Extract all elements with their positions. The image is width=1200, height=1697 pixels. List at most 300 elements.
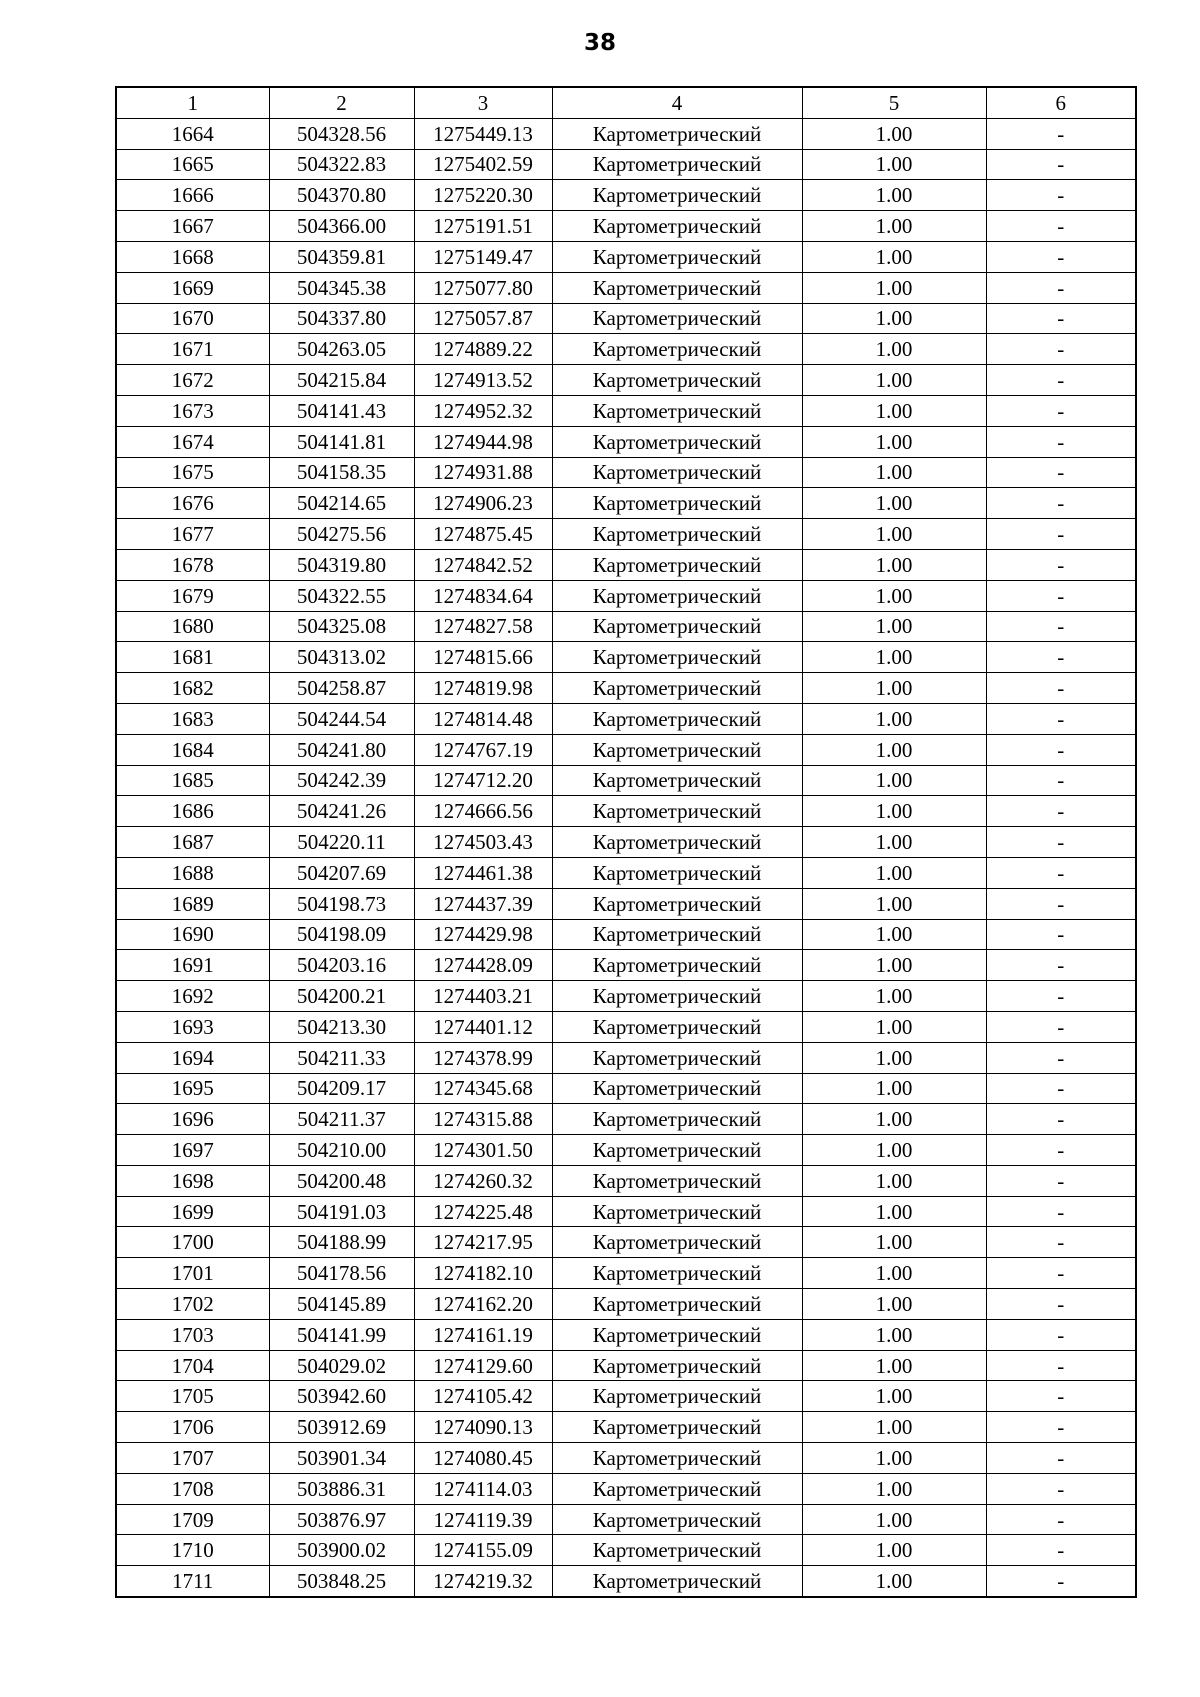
x-coordinate-cell: 504198.73 bbox=[269, 888, 414, 919]
x-coordinate-cell: 504322.83 bbox=[269, 149, 414, 180]
method-cell: Картометрический bbox=[552, 1350, 802, 1381]
table-row bbox=[116, 1227, 1136, 1258]
method-cell: Картометрический bbox=[552, 888, 802, 919]
method-cell: Картометрический bbox=[552, 765, 802, 796]
x-coordinate-cell: 504337.80 bbox=[269, 303, 414, 334]
accuracy-cell: 1.00 bbox=[802, 118, 986, 149]
y-coordinate-cell: 1275449.13 bbox=[414, 118, 552, 149]
x-coordinate-cell: 504214.65 bbox=[269, 488, 414, 519]
x-coordinate-cell: 504141.43 bbox=[269, 395, 414, 426]
note-cell: - bbox=[986, 1566, 1136, 1597]
x-coordinate-cell: 504210.00 bbox=[269, 1135, 414, 1166]
x-coordinate-cell: 504263.05 bbox=[269, 334, 414, 365]
accuracy-cell: 1.00 bbox=[802, 1135, 986, 1166]
table-row bbox=[116, 180, 1136, 211]
note-cell: - bbox=[986, 642, 1136, 673]
table-row bbox=[116, 1196, 1136, 1227]
point-number-cell: 1669 bbox=[116, 272, 269, 303]
accuracy-cell: 1.00 bbox=[802, 1258, 986, 1289]
table-row bbox=[116, 827, 1136, 858]
point-number-cell: 1666 bbox=[116, 180, 269, 211]
note-cell: - bbox=[986, 1412, 1136, 1443]
note-cell: - bbox=[986, 149, 1136, 180]
table-row bbox=[116, 673, 1136, 704]
header-row bbox=[116, 87, 1136, 118]
x-coordinate-cell: 504215.84 bbox=[269, 365, 414, 396]
point-number-cell: 1679 bbox=[116, 580, 269, 611]
x-coordinate-cell: 504211.37 bbox=[269, 1104, 414, 1135]
point-number-cell: 1680 bbox=[116, 611, 269, 642]
y-coordinate-cell: 1274219.32 bbox=[414, 1566, 552, 1597]
y-coordinate-cell: 1274403.21 bbox=[414, 981, 552, 1012]
point-number-cell: 1687 bbox=[116, 827, 269, 858]
y-coordinate-cell: 1274842.52 bbox=[414, 549, 552, 580]
y-coordinate-cell: 1274225.48 bbox=[414, 1196, 552, 1227]
accuracy-cell: 1.00 bbox=[802, 857, 986, 888]
y-coordinate-cell: 1275057.87 bbox=[414, 303, 552, 334]
accuracy-cell: 1.00 bbox=[802, 1104, 986, 1135]
x-coordinate-cell: 504241.26 bbox=[269, 796, 414, 827]
x-coordinate-cell: 504213.30 bbox=[269, 1011, 414, 1042]
accuracy-cell: 1.00 bbox=[802, 457, 986, 488]
method-cell: Картометрический bbox=[552, 1535, 802, 1566]
point-number-cell: 1671 bbox=[116, 334, 269, 365]
note-cell: - bbox=[986, 1381, 1136, 1412]
table-row bbox=[116, 488, 1136, 519]
y-coordinate-cell: 1274260.32 bbox=[414, 1165, 552, 1196]
accuracy-cell: 1.00 bbox=[802, 1289, 986, 1320]
accuracy-cell: 1.00 bbox=[802, 827, 986, 858]
x-coordinate-cell: 504325.08 bbox=[269, 611, 414, 642]
accuracy-cell: 1.00 bbox=[802, 1412, 986, 1443]
y-coordinate-cell: 1274819.98 bbox=[414, 673, 552, 704]
point-number-cell: 1665 bbox=[116, 149, 269, 180]
header-cell: 6 bbox=[986, 87, 1136, 118]
note-cell: - bbox=[986, 334, 1136, 365]
accuracy-cell: 1.00 bbox=[802, 734, 986, 765]
header-cell: 5 bbox=[802, 87, 986, 118]
accuracy-cell: 1.00 bbox=[802, 950, 986, 981]
point-number-cell: 1692 bbox=[116, 981, 269, 1012]
note-cell: - bbox=[986, 549, 1136, 580]
x-coordinate-cell: 504313.02 bbox=[269, 642, 414, 673]
method-cell: Картометрический bbox=[552, 549, 802, 580]
accuracy-cell: 1.00 bbox=[802, 272, 986, 303]
accuracy-cell: 1.00 bbox=[802, 1319, 986, 1350]
y-coordinate-cell: 1274875.45 bbox=[414, 519, 552, 550]
note-cell: - bbox=[986, 888, 1136, 919]
table-row bbox=[116, 1104, 1136, 1135]
point-number-cell: 1677 bbox=[116, 519, 269, 550]
method-cell: Картометрический bbox=[552, 1042, 802, 1073]
accuracy-cell: 1.00 bbox=[802, 303, 986, 334]
table-row bbox=[116, 796, 1136, 827]
method-cell: Картометрический bbox=[552, 1011, 802, 1042]
x-coordinate-cell: 504211.33 bbox=[269, 1042, 414, 1073]
x-coordinate-cell: 504141.99 bbox=[269, 1319, 414, 1350]
x-coordinate-cell: 504370.80 bbox=[269, 180, 414, 211]
table-row bbox=[116, 549, 1136, 580]
note-cell: - bbox=[986, 734, 1136, 765]
table-row bbox=[116, 734, 1136, 765]
method-cell: Картометрический bbox=[552, 519, 802, 550]
x-coordinate-cell: 504029.02 bbox=[269, 1350, 414, 1381]
method-cell: Картометрический bbox=[552, 1227, 802, 1258]
table-row bbox=[116, 241, 1136, 272]
table-row bbox=[116, 611, 1136, 642]
y-coordinate-cell: 1274301.50 bbox=[414, 1135, 552, 1166]
accuracy-cell: 1.00 bbox=[802, 519, 986, 550]
x-coordinate-cell: 504207.69 bbox=[269, 857, 414, 888]
y-coordinate-cell: 1274913.52 bbox=[414, 365, 552, 396]
y-coordinate-cell: 1274814.48 bbox=[414, 703, 552, 734]
note-cell: - bbox=[986, 1319, 1136, 1350]
x-coordinate-cell: 504244.54 bbox=[269, 703, 414, 734]
point-number-cell: 1686 bbox=[116, 796, 269, 827]
x-coordinate-cell: 504241.80 bbox=[269, 734, 414, 765]
note-cell: - bbox=[986, 1289, 1136, 1320]
table-row bbox=[116, 1011, 1136, 1042]
coordinates-table bbox=[115, 86, 1137, 1598]
y-coordinate-cell: 1274378.99 bbox=[414, 1042, 552, 1073]
table-row bbox=[116, 1073, 1136, 1104]
point-number-cell: 1673 bbox=[116, 395, 269, 426]
accuracy-cell: 1.00 bbox=[802, 334, 986, 365]
x-coordinate-cell: 504328.56 bbox=[269, 118, 414, 149]
point-number-cell: 1707 bbox=[116, 1443, 269, 1474]
note-cell: - bbox=[986, 1443, 1136, 1474]
table-row bbox=[116, 950, 1136, 981]
table-row bbox=[116, 1042, 1136, 1073]
point-number-cell: 1690 bbox=[116, 919, 269, 950]
x-coordinate-cell: 504242.39 bbox=[269, 765, 414, 796]
accuracy-cell: 1.00 bbox=[802, 241, 986, 272]
method-cell: Картометрический bbox=[552, 149, 802, 180]
table-row bbox=[116, 334, 1136, 365]
method-cell: Картометрический bbox=[552, 180, 802, 211]
y-coordinate-cell: 1274182.10 bbox=[414, 1258, 552, 1289]
note-cell: - bbox=[986, 1073, 1136, 1104]
x-coordinate-cell: 504178.56 bbox=[269, 1258, 414, 1289]
table-row bbox=[116, 642, 1136, 673]
point-number-cell: 1704 bbox=[116, 1350, 269, 1381]
accuracy-cell: 1.00 bbox=[802, 796, 986, 827]
table-row bbox=[116, 1473, 1136, 1504]
method-cell: Картометрический bbox=[552, 857, 802, 888]
method-cell: Картометрический bbox=[552, 827, 802, 858]
point-number-cell: 1684 bbox=[116, 734, 269, 765]
y-coordinate-cell: 1274503.43 bbox=[414, 827, 552, 858]
note-cell: - bbox=[986, 827, 1136, 858]
method-cell: Картометрический bbox=[552, 272, 802, 303]
table-row bbox=[116, 303, 1136, 334]
y-coordinate-cell: 1274162.20 bbox=[414, 1289, 552, 1320]
accuracy-cell: 1.00 bbox=[802, 1042, 986, 1073]
table-row bbox=[116, 1289, 1136, 1320]
x-coordinate-cell: 504141.81 bbox=[269, 426, 414, 457]
table-row bbox=[116, 395, 1136, 426]
method-cell: Картометрический bbox=[552, 1104, 802, 1135]
method-cell: Картометрический bbox=[552, 1381, 802, 1412]
x-coordinate-cell: 503876.97 bbox=[269, 1504, 414, 1535]
y-coordinate-cell: 1275077.80 bbox=[414, 272, 552, 303]
x-coordinate-cell: 504145.89 bbox=[269, 1289, 414, 1320]
accuracy-cell: 1.00 bbox=[802, 919, 986, 950]
header-cell: 1 bbox=[116, 87, 269, 118]
point-number-cell: 1688 bbox=[116, 857, 269, 888]
accuracy-cell: 1.00 bbox=[802, 580, 986, 611]
note-cell: - bbox=[986, 395, 1136, 426]
point-number-cell: 1685 bbox=[116, 765, 269, 796]
y-coordinate-cell: 1274944.98 bbox=[414, 426, 552, 457]
method-cell: Картометрический bbox=[552, 426, 802, 457]
method-cell: Картометрический bbox=[552, 241, 802, 272]
table-row bbox=[116, 981, 1136, 1012]
note-cell: - bbox=[986, 1011, 1136, 1042]
point-number-cell: 1697 bbox=[116, 1135, 269, 1166]
point-number-cell: 1700 bbox=[116, 1227, 269, 1258]
note-cell: - bbox=[986, 611, 1136, 642]
note-cell: - bbox=[986, 365, 1136, 396]
x-coordinate-cell: 504203.16 bbox=[269, 950, 414, 981]
table-row bbox=[116, 888, 1136, 919]
table-row bbox=[116, 519, 1136, 550]
note-cell: - bbox=[986, 919, 1136, 950]
note-cell: - bbox=[986, 303, 1136, 334]
x-coordinate-cell: 503848.25 bbox=[269, 1566, 414, 1597]
method-cell: Картометрический bbox=[552, 611, 802, 642]
note-cell: - bbox=[986, 211, 1136, 242]
note-cell: - bbox=[986, 1135, 1136, 1166]
table-row bbox=[116, 211, 1136, 242]
note-cell: - bbox=[986, 1227, 1136, 1258]
x-coordinate-cell: 504200.21 bbox=[269, 981, 414, 1012]
accuracy-cell: 1.00 bbox=[802, 1443, 986, 1474]
method-cell: Картометрический bbox=[552, 457, 802, 488]
x-coordinate-cell: 504258.87 bbox=[269, 673, 414, 704]
y-coordinate-cell: 1274906.23 bbox=[414, 488, 552, 519]
y-coordinate-cell: 1274114.03 bbox=[414, 1473, 552, 1504]
table-row bbox=[116, 703, 1136, 734]
x-coordinate-cell: 504200.48 bbox=[269, 1165, 414, 1196]
method-cell: Картометрический bbox=[552, 211, 802, 242]
table-row bbox=[116, 1381, 1136, 1412]
table-header bbox=[116, 87, 1136, 118]
y-coordinate-cell: 1274401.12 bbox=[414, 1011, 552, 1042]
y-coordinate-cell: 1275220.30 bbox=[414, 180, 552, 211]
x-coordinate-cell: 504366.00 bbox=[269, 211, 414, 242]
y-coordinate-cell: 1274437.39 bbox=[414, 888, 552, 919]
x-coordinate-cell: 504191.03 bbox=[269, 1196, 414, 1227]
note-cell: - bbox=[986, 118, 1136, 149]
method-cell: Картометрический bbox=[552, 1412, 802, 1443]
x-coordinate-cell: 504158.35 bbox=[269, 457, 414, 488]
table-row bbox=[116, 1165, 1136, 1196]
table-row bbox=[116, 457, 1136, 488]
method-cell: Картометрический bbox=[552, 642, 802, 673]
y-coordinate-cell: 1274315.88 bbox=[414, 1104, 552, 1135]
note-cell: - bbox=[986, 1504, 1136, 1535]
y-coordinate-cell: 1274767.19 bbox=[414, 734, 552, 765]
method-cell: Картометрический bbox=[552, 1566, 802, 1597]
y-coordinate-cell: 1274090.13 bbox=[414, 1412, 552, 1443]
point-number-cell: 1701 bbox=[116, 1258, 269, 1289]
table-row bbox=[116, 1443, 1136, 1474]
accuracy-cell: 1.00 bbox=[802, 395, 986, 426]
y-coordinate-cell: 1274345.68 bbox=[414, 1073, 552, 1104]
note-cell: - bbox=[986, 765, 1136, 796]
table-row bbox=[116, 857, 1136, 888]
x-coordinate-cell: 503886.31 bbox=[269, 1473, 414, 1504]
accuracy-cell: 1.00 bbox=[802, 1011, 986, 1042]
method-cell: Картометрический bbox=[552, 1473, 802, 1504]
note-cell: - bbox=[986, 1165, 1136, 1196]
note-cell: - bbox=[986, 580, 1136, 611]
note-cell: - bbox=[986, 426, 1136, 457]
point-number-cell: 1703 bbox=[116, 1319, 269, 1350]
point-number-cell: 1708 bbox=[116, 1473, 269, 1504]
y-coordinate-cell: 1274429.98 bbox=[414, 919, 552, 950]
point-number-cell: 1689 bbox=[116, 888, 269, 919]
y-coordinate-cell: 1274712.20 bbox=[414, 765, 552, 796]
note-cell: - bbox=[986, 272, 1136, 303]
accuracy-cell: 1.00 bbox=[802, 1504, 986, 1535]
accuracy-cell: 1.00 bbox=[802, 888, 986, 919]
point-number-cell: 1670 bbox=[116, 303, 269, 334]
note-cell: - bbox=[986, 1104, 1136, 1135]
y-coordinate-cell: 1274834.64 bbox=[414, 580, 552, 611]
header-cell: 3 bbox=[414, 87, 552, 118]
method-cell: Картометрический bbox=[552, 1258, 802, 1289]
table-row bbox=[116, 272, 1136, 303]
accuracy-cell: 1.00 bbox=[802, 211, 986, 242]
point-number-cell: 1667 bbox=[116, 211, 269, 242]
page-number: 38 bbox=[583, 30, 616, 56]
method-cell: Картометрический bbox=[552, 365, 802, 396]
accuracy-cell: 1.00 bbox=[802, 1473, 986, 1504]
point-number-cell: 1705 bbox=[116, 1381, 269, 1412]
point-number-cell: 1699 bbox=[116, 1196, 269, 1227]
table-row bbox=[116, 919, 1136, 950]
point-number-cell: 1710 bbox=[116, 1535, 269, 1566]
method-cell: Картометрический bbox=[552, 703, 802, 734]
point-number-cell: 1696 bbox=[116, 1104, 269, 1135]
x-coordinate-cell: 504188.99 bbox=[269, 1227, 414, 1258]
method-cell: Картометрический bbox=[552, 1319, 802, 1350]
accuracy-cell: 1.00 bbox=[802, 1196, 986, 1227]
point-number-cell: 1664 bbox=[116, 118, 269, 149]
accuracy-cell: 1.00 bbox=[802, 642, 986, 673]
method-cell: Картометрический bbox=[552, 334, 802, 365]
y-coordinate-cell: 1274952.32 bbox=[414, 395, 552, 426]
y-coordinate-cell: 1274105.42 bbox=[414, 1381, 552, 1412]
point-number-cell: 1693 bbox=[116, 1011, 269, 1042]
method-cell: Картометрический bbox=[552, 1504, 802, 1535]
method-cell: Картометрический bbox=[552, 118, 802, 149]
method-cell: Картометрический bbox=[552, 1289, 802, 1320]
y-coordinate-cell: 1274827.58 bbox=[414, 611, 552, 642]
x-coordinate-cell: 504220.11 bbox=[269, 827, 414, 858]
x-coordinate-cell: 503942.60 bbox=[269, 1381, 414, 1412]
note-cell: - bbox=[986, 488, 1136, 519]
y-coordinate-cell: 1274080.45 bbox=[414, 1443, 552, 1474]
method-cell: Картометрический bbox=[552, 580, 802, 611]
method-cell: Картометрический bbox=[552, 1165, 802, 1196]
note-cell: - bbox=[986, 857, 1136, 888]
point-number-cell: 1709 bbox=[116, 1504, 269, 1535]
table-row bbox=[116, 765, 1136, 796]
accuracy-cell: 1.00 bbox=[802, 1165, 986, 1196]
x-coordinate-cell: 504322.55 bbox=[269, 580, 414, 611]
table-row bbox=[116, 1135, 1136, 1166]
x-coordinate-cell: 503912.69 bbox=[269, 1412, 414, 1443]
x-coordinate-cell: 504198.09 bbox=[269, 919, 414, 950]
note-cell: - bbox=[986, 950, 1136, 981]
accuracy-cell: 1.00 bbox=[802, 365, 986, 396]
y-coordinate-cell: 1274217.95 bbox=[414, 1227, 552, 1258]
note-cell: - bbox=[986, 981, 1136, 1012]
table-row bbox=[116, 118, 1136, 149]
accuracy-cell: 1.00 bbox=[802, 673, 986, 704]
method-cell: Картометрический bbox=[552, 395, 802, 426]
note-cell: - bbox=[986, 796, 1136, 827]
table-row bbox=[116, 580, 1136, 611]
y-coordinate-cell: 1274931.88 bbox=[414, 457, 552, 488]
x-coordinate-cell: 504359.81 bbox=[269, 241, 414, 272]
method-cell: Картометрический bbox=[552, 303, 802, 334]
y-coordinate-cell: 1274815.66 bbox=[414, 642, 552, 673]
y-coordinate-cell: 1274889.22 bbox=[414, 334, 552, 365]
method-cell: Картометрический bbox=[552, 981, 802, 1012]
point-number-cell: 1682 bbox=[116, 673, 269, 704]
method-cell: Картометрический bbox=[552, 1135, 802, 1166]
accuracy-cell: 1.00 bbox=[802, 1381, 986, 1412]
method-cell: Картометрический bbox=[552, 919, 802, 950]
table-row bbox=[116, 1258, 1136, 1289]
accuracy-cell: 1.00 bbox=[802, 1535, 986, 1566]
point-number-cell: 1698 bbox=[116, 1165, 269, 1196]
header-cell: 4 bbox=[552, 87, 802, 118]
y-coordinate-cell: 1275149.47 bbox=[414, 241, 552, 272]
note-cell: - bbox=[986, 457, 1136, 488]
point-number-cell: 1675 bbox=[116, 457, 269, 488]
accuracy-cell: 1.00 bbox=[802, 549, 986, 580]
method-cell: Картометрический bbox=[552, 950, 802, 981]
note-cell: - bbox=[986, 180, 1136, 211]
note-cell: - bbox=[986, 1042, 1136, 1073]
y-coordinate-cell: 1274461.38 bbox=[414, 857, 552, 888]
method-cell: Картометрический bbox=[552, 673, 802, 704]
accuracy-cell: 1.00 bbox=[802, 1566, 986, 1597]
x-coordinate-cell: 503900.02 bbox=[269, 1535, 414, 1566]
y-coordinate-cell: 1275191.51 bbox=[414, 211, 552, 242]
table-row bbox=[116, 149, 1136, 180]
table-row bbox=[116, 1412, 1136, 1443]
point-number-cell: 1678 bbox=[116, 549, 269, 580]
accuracy-cell: 1.00 bbox=[802, 426, 986, 457]
y-coordinate-cell: 1274155.09 bbox=[414, 1535, 552, 1566]
note-cell: - bbox=[986, 1196, 1136, 1227]
point-number-cell: 1706 bbox=[116, 1412, 269, 1443]
note-cell: - bbox=[986, 1350, 1136, 1381]
accuracy-cell: 1.00 bbox=[802, 981, 986, 1012]
point-number-cell: 1711 bbox=[116, 1566, 269, 1597]
y-coordinate-cell: 1274161.19 bbox=[414, 1319, 552, 1350]
accuracy-cell: 1.00 bbox=[802, 488, 986, 519]
accuracy-cell: 1.00 bbox=[802, 149, 986, 180]
note-cell: - bbox=[986, 241, 1136, 272]
point-number-cell: 1681 bbox=[116, 642, 269, 673]
